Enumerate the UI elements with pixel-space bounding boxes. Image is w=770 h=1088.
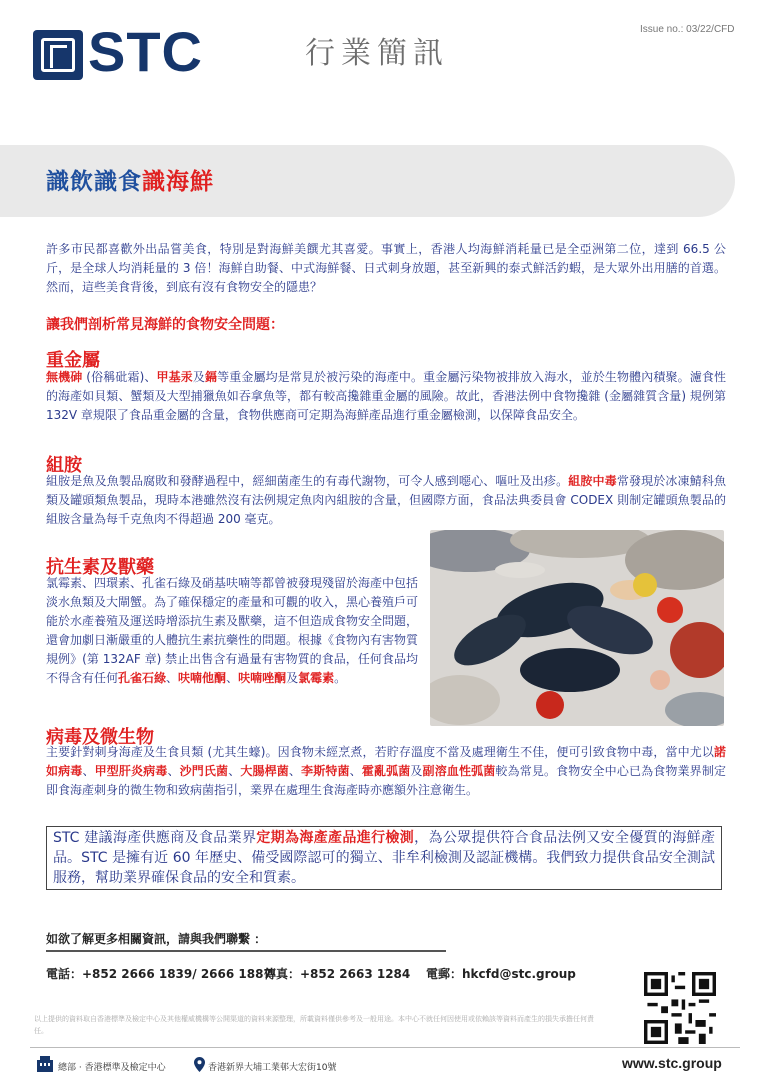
heavy-metals-paragraph: 無機砷 (俗稱砒霜)、甲基汞及鎘等重金屬均是常見於被污染的海產中。重金屬污染物被排放入海水，並於生物體內積聚。濾食性的海產如貝類、蟹類及大型捕獵魚如吞拿魚等，都有較高攙雜重金屬的風險。故此，香港法例中食物攙雜 (金屬雜質含量) 規例第 132V 章規限了食品重金屬的含量，食物供應商可定期為海鮮產品進行重金屬檢測，以保障食品安全。: [46, 370, 726, 422]
footer-address: 香港新界大埔工業邨大宏街10號: [208, 1063, 337, 1073]
histamine-heading: 組胺: [46, 455, 82, 476]
title-part-2: 識海鮮: [142, 169, 214, 195]
website-link[interactable]: www.stc.group: [622, 1055, 722, 1071]
antibiotics-heading: 抗生素及獸藥: [46, 557, 154, 578]
contact-phone: 電話：+852 2666 1839/ 2666 1887: [46, 967, 272, 981]
issue-number: Issue no.: 03/22/CFD: [640, 24, 735, 35]
stc-logo-mark: [33, 30, 83, 80]
footer-organization: 總部 · 香港標準及檢定中心: [58, 1063, 166, 1073]
stc-logo-text: STC: [88, 20, 203, 83]
viruses-paragraph: 主要針對刺身海產及生食貝類 (尤其生蠔)。因食物未經烹煮，若貯存溫度不當及處理衛生不佳，便可引致食物中毒，當中尤以諾如病毒、甲型肝炎病毒、沙門氏菌、大腸桿菌、李斯特菌、霍亂弧菌及副溶血性弧菌較為常見。食物安全中心已為食物業界制定即食海產刺身的微生物和致病菌指引，業界在處理生食海產時亦應額外注意衛生。: [46, 745, 726, 797]
viruses-heading: 病毒及微生物: [46, 727, 154, 748]
contact-divider: [46, 950, 446, 952]
disclaimer: 以上提供的資料取自香港標準及檢定中心及其他權威機構等公開渠道的資料來源整理，所載資料僅供參考及一般用途。本中心不就任何因使用或依賴該等資料而產生的損失承擔任何責任。: [34, 1015, 594, 1035]
title-band: [0, 145, 735, 217]
article-title: [46, 163, 214, 196]
qr-code: [644, 972, 716, 1044]
newsletter-title: 行業簡訊: [305, 36, 449, 71]
footer-divider: [30, 1047, 740, 1048]
title-part-1: 識飲識食: [46, 169, 142, 195]
antibiotics-paragraph: 氯霉素、四環素、孔雀石綠及硝基呋喃等都曾被發現殘留於海產中包括淡水魚類及大閘蟹。為了確保穩定的產量和可觀的收入，黑心養殖戶可能於水產養殖及運送時增添抗生素及獸藥，這不但造成食物安全問題，還會加劇日漸嚴重的人體抗生素抗藥性的問題。根據《食物內有害物質規例》(第 132AF 章) 禁止出售含有過量有害物質的食品，任何食品均不得含有任何孔雀石綠、呋喃他酮、呋喃唑酮及氯霉素。: [46, 576, 419, 685]
histamine-paragraph: 組胺是魚及魚製品腐敗和發酵過程中，經細菌產生的有毒代謝物，可令人感到噁心、嘔吐及出疹。組胺中毒常發現於冰凍鯖科魚類及罐頭類魚製品，現時本港雖然沒有法例規定魚肉內組胺的含量，但國際方面，食品法典委員會 CODEX 則制定罐頭魚製品的組胺含量為每千克魚肉不得超過 200 毫克。: [46, 474, 726, 526]
contact-email[interactable]: 電郵：hkcfd@stc.group: [426, 967, 576, 981]
seafood-photo: [430, 530, 724, 726]
location-pin-icon: [194, 1057, 205, 1072]
heavy-metals-heading: 重金屬: [46, 350, 100, 371]
contact-fax: 傳真：+852 2663 1284: [264, 967, 411, 981]
building-icon: [36, 1056, 54, 1072]
section-heading: 讓我們剖析常見海鮮的食物安全問題：: [46, 317, 284, 333]
contact-heading: 如欲了解更多相關資訊，請與我們聯繫 ：: [46, 932, 267, 946]
intro-paragraph: 許多市民都喜歡外出品嘗美食，特別是對海鮮美饌尤其喜愛。事實上，香港人均海鮮消耗量已是全亞洲第二位，達到 66.5 公斤，是全球人均消耗量的 3 倍！海鮮自助餐、中式海鮮餐、日式刺身放題，甚至新興的泰式鮮活釣蝦，是大眾外出用膳的首選。然而，這些美食背後，到底有沒有食物安全的隱患？: [46, 242, 726, 294]
cta-box: STC 建議海產供應商及食品業界定期為海產產品進行檢測，為公眾提供符合食品法例又安全優質的海鮮產品。STC 是擁有近 60 年歷史、備受國際認可的獨立、非牟利檢測及認証機構。我們致力提供食品安全測試服務，幫助業界確保食品的安全和質素。: [46, 826, 722, 890]
